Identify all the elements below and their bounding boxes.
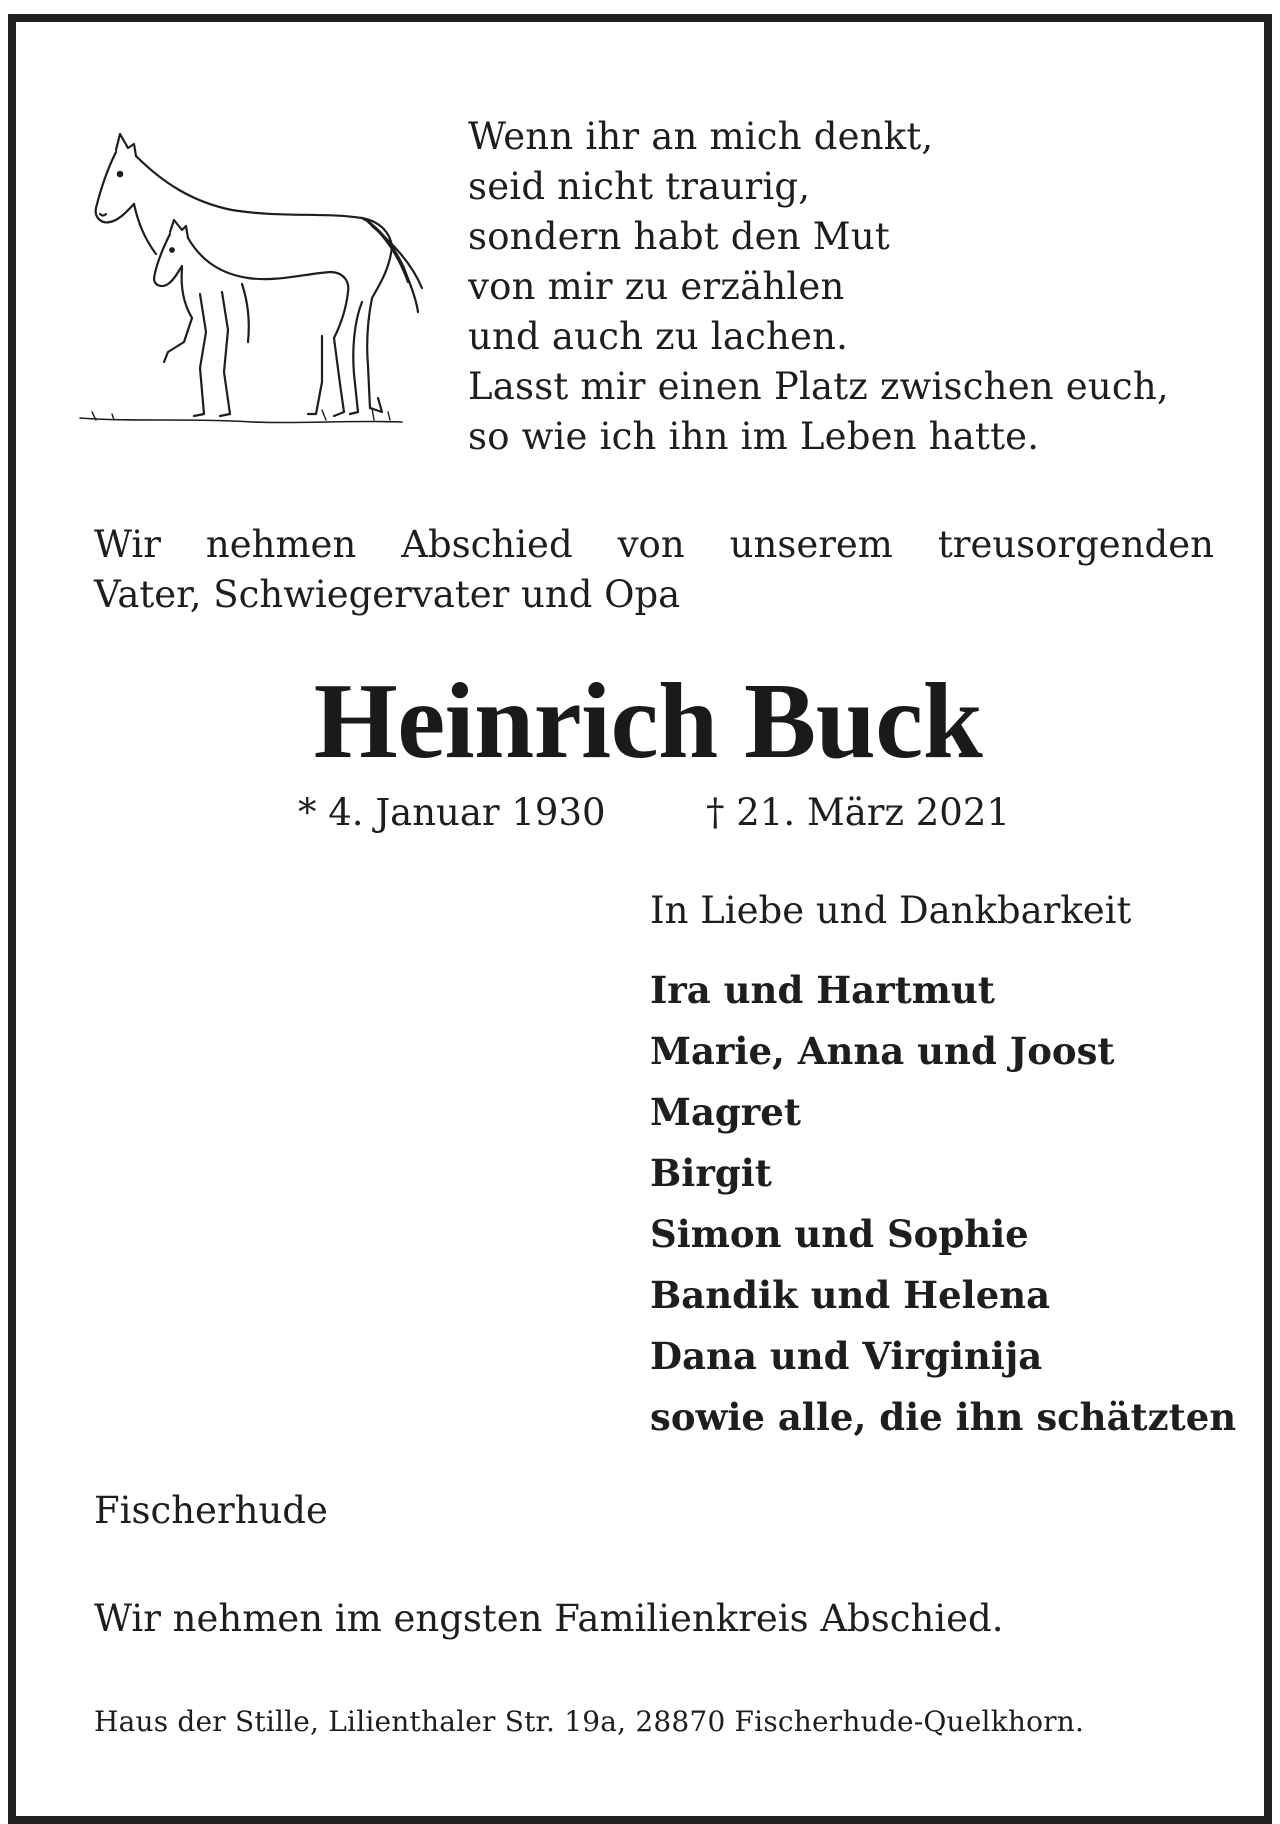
place-name: Fischerhude — [94, 1489, 328, 1532]
poem-line: seid nicht traurig, — [468, 165, 811, 208]
intro-word: von — [617, 523, 685, 566]
poem-line: so wie ich ihn im Leben hatte. — [468, 415, 1040, 458]
death-date: † 21. März 2021 — [706, 791, 1010, 834]
mourner-name: sowie alle, die ihn schätzten — [650, 1395, 1237, 1439]
intro-word: Abschied — [401, 523, 573, 566]
intro-word: treusorgenden — [937, 523, 1214, 566]
mourner-name: Simon und Sophie — [650, 1212, 1029, 1256]
intro-word: unserem — [729, 523, 893, 566]
mourner-name: Bandik und Helena — [650, 1273, 1051, 1317]
mourner-name: Ira und Hartmut — [650, 968, 995, 1012]
intro-word: Wir — [94, 523, 161, 566]
venue-address: Haus der Stille, Lilienthaler Str. 19a, 28870 Fischerhude-Quelkhorn. — [94, 1705, 1085, 1738]
obituary-card — [8, 14, 1272, 1824]
deceased-name: Heinrich Buck — [313, 662, 983, 781]
intro-line: Vater, Schwiegervater und Opa — [94, 573, 681, 616]
poem-line: von mir zu erzählen — [468, 265, 845, 308]
mourners-heading: In Liebe und Dankbarkeit — [650, 889, 1132, 932]
farewell-intro — [94, 520, 1214, 620]
poem — [468, 112, 1228, 462]
intro-line-justified — [94, 520, 1214, 570]
intro-word: nehmen — [205, 523, 357, 566]
mourner-name: Marie, Anna und Joost — [650, 1029, 1115, 1073]
mourner-name: Magret — [650, 1090, 801, 1134]
poem-line: Lasst mir einen Platz zwischen euch, — [468, 365, 1169, 408]
poem-line: sondern habt den Mut — [468, 215, 890, 258]
poem-line: Wenn ihr an mich denkt, — [468, 115, 934, 158]
farewell-note: Wir nehmen im engsten Familienkreis Abschied. — [94, 1597, 1004, 1640]
mourner-name: Dana und Virginija — [650, 1334, 1043, 1378]
poem-line: und auch zu lachen. — [468, 315, 849, 358]
birth-date: * 4. Januar 1930 — [298, 791, 606, 834]
mourners-list — [650, 960, 1236, 1448]
mourner-name: Birgit — [650, 1151, 772, 1195]
horse-with-foal-icon — [72, 122, 432, 442]
